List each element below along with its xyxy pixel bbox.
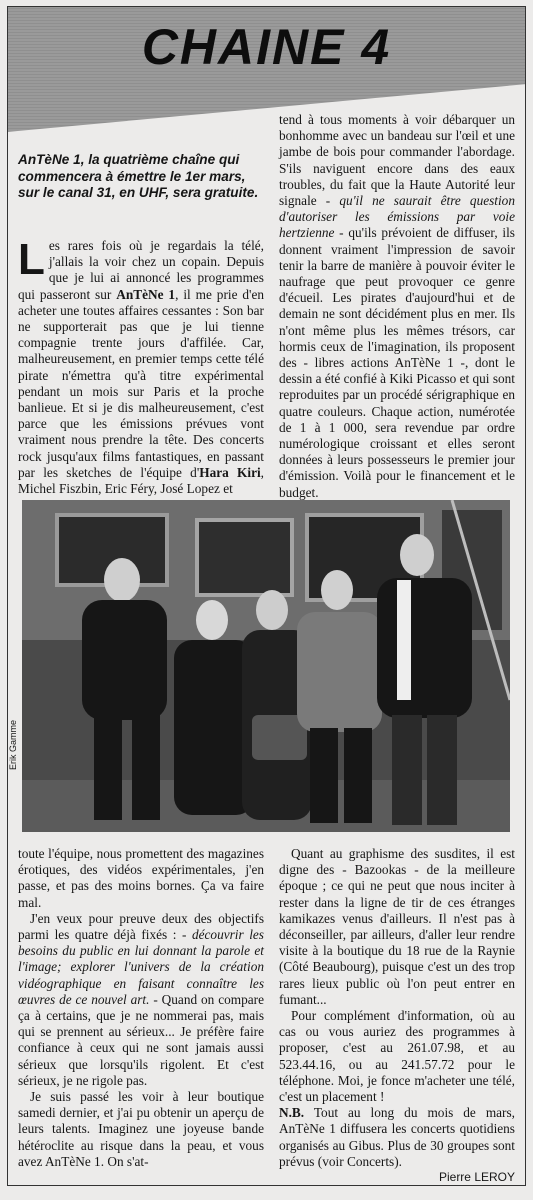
column-1-bottom	[18, 846, 264, 1170]
paragraph: J'en veux pour preuve deux des objectifs parmi les quatre déjà fixés : - découvrir les besoins du public en lui donnant la parole et l'image; explorer l'univers de la création vidéographique en faisant connaître les œuvres de ce nouvel art. - Quand on compare ça à certains, que je ne nommerai pas, mais qui se prennent au sérieux... Je préfère faire confiance à ceux qui ne sont jamais aussi sérieux que lorsqu'ils rigolent. Et c'est sérieux, je ne rigole pas.	[18, 910, 264, 1088]
column-2-top	[279, 112, 515, 501]
column-2-bottom	[279, 846, 515, 1170]
lead-paragraph: AnTèNe 1, la quatrième chaîne qui commencera à émettre le 1er mars, sur le canal 31, en UHF, sera gratuite.	[18, 152, 259, 200]
paragraph: tend à tous moments à voir débarquer un bonhomme avec un bandeau sur l'œil et une jambe de bois pour commander l'abordage. S'ils naviguent encore dans des eaux troubles, du fait que la Haute Autorité leur signale - qu'il ne saurait être question d'autoriser les émissions par voie hertzienne - qu'ils prévoient de diffuser, ils donnent vraiment l'impression de savoir tenir la barre de manière à pouvoir éviter le naufrage que peut provoquer ce genre d'écueil. Les pirates d'aujourd'hui et de demain ne sont décidément plus en mer. Ils n'ont même plus les mêmes trésors, car hormis ceux de l'imagination, ils proposent des - libres actions AnTèNe 1 -, dont le dessin a été confié à Kiki Picasso et qui sont reproduites par un procédé sérigraphique en quatre couleurs. Chaque action, numérotée de 1 à 1 000, sera revendue par ordre numérologique croissant et elles seront données à leurs possesseurs le premier jour d'émission. Voilà pour le financement et le budget.	[279, 112, 515, 500]
column-1-top	[18, 235, 264, 497]
paragraph: Les rares fois où je regardais la télé, j'allais la voir chez un copain. Depuis que je lui ai annoncé les programmes qui passeront sur AnTèNe 1, il me prie d'en acheter une toutes affaires cessantes : Son bar ne supporterait pas que je lui tienne compagnie trente jours d'affilée. Car, malheureusement, en premier temps cette télé pirate n'émettra qu'à titre expérimental pendant un mois sur Paris et la proche banlieue. Et si je dis malheureusement, c'est parce que les émissions prévues vont vraiment nous prendre la tête. Des concerts rock jusqu'aux films fantastiques, en passant par les sketches de l'équipe d'Hara Kiri, Michel Fiszbin, Eric Féry, José Lopez et	[18, 235, 264, 497]
paragraph: Je suis passé les voir à leur boutique samedi dernier, et j'ai pu obtenir un aperçu de leurs talents. Imaginez une joyeuse bande hétéroclite au risque dans la peau, et vous avez AnTèNe 1. On s'at-	[18, 1089, 264, 1169]
author-signature: Pierre LEROY	[438, 1170, 515, 1184]
paragraph: toute l'équipe, nous promettent des magazines érotiques, des vidéos expérimentales, j'en passe, et pas des moins bornes. Ça va faire mal.	[18, 846, 264, 910]
paragraph: N.B. Tout au long du mois de mars, AnTèNe 1 diffusera les concerts quotidiens organisés au Gibus. Plus de 30 groupes sont prévus (voir Concerts).	[279, 1105, 515, 1169]
paragraph: Quant au graphisme des susdites, il est digne des - Bazookas - de la meilleure époque ; ce qui ne peut que nous inciter à rester dans la ligne de tir de ces étranges kamikazes venus d'ailleurs. Il n'est pas à déconseiller, par ailleurs, d'aller leur rendre visite à la boutique du 18 rue de la Raynie (Côté Beaubourg), puisque c'est un des trop rares lieux public où l'on peut entrer en fumant...	[279, 846, 515, 1007]
paragraph: Pour complément d'information, où au cas ou vous auriez des programmes à proposer, c'est au 261.07.98, et au 523.44.16, ou au 241.57.72 pour le téléphone. Moi, je fonce m'acheter une télé, c'est un placement !	[279, 1008, 515, 1105]
drop-cap: L	[18, 235, 45, 284]
photo-illustration	[22, 500, 510, 832]
page-title: CHAINE 4	[141, 19, 392, 75]
photo-credit: Erik Gamme	[8, 719, 18, 770]
group-photo	[22, 500, 510, 832]
